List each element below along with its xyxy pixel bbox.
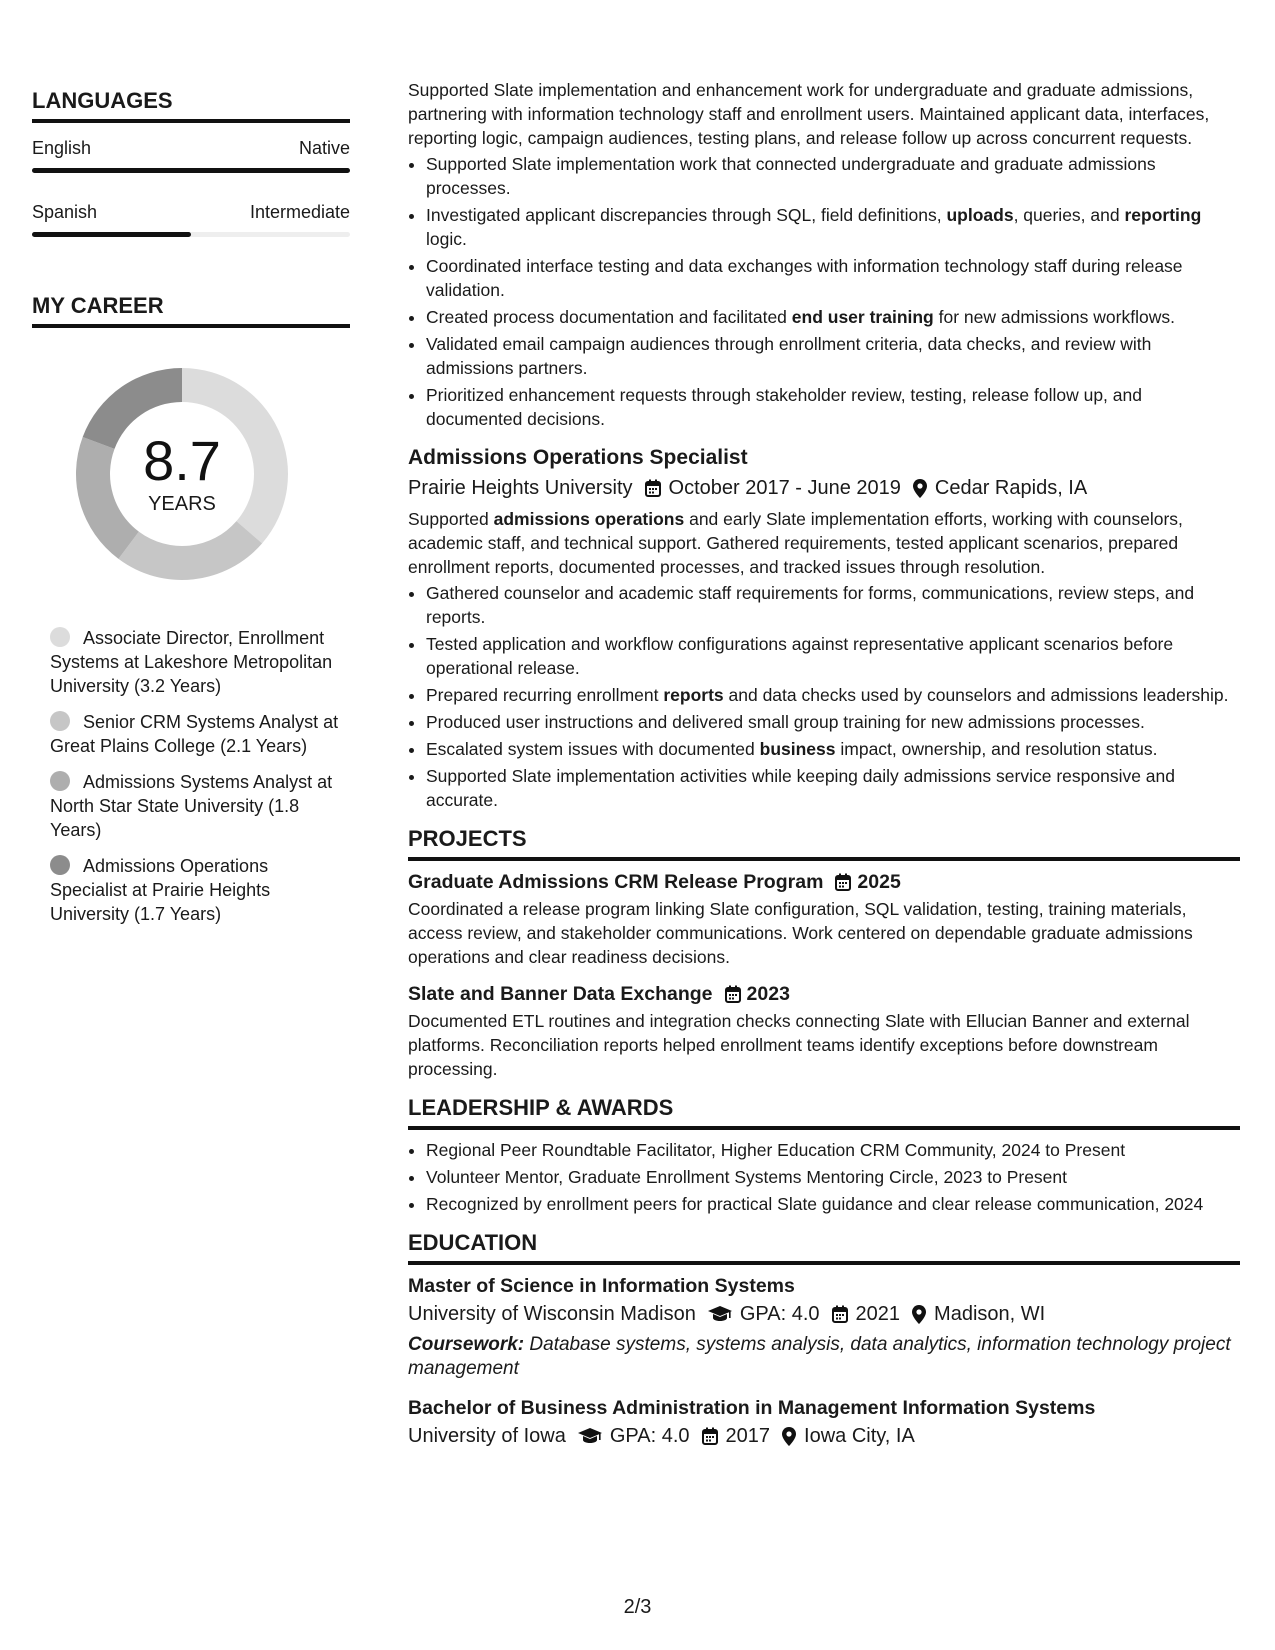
language-proficiency-bar xyxy=(32,168,350,173)
job-summary xyxy=(408,507,1240,579)
bullet-item xyxy=(426,737,1240,761)
career-legend-label: Admissions Systems Analyst at North Star State University (1.8 Years) xyxy=(50,772,333,840)
bullet-text: and data checks used by counselors and admissions leadership. xyxy=(723,685,1229,705)
education-meta xyxy=(408,1301,1240,1327)
language-item xyxy=(32,201,350,237)
bullet-item xyxy=(426,710,1240,734)
project-item xyxy=(408,869,1240,969)
legend-dot xyxy=(50,855,70,875)
bullet-text: Prioritized enhancement requests through stakeholder review, testing, release follow up, and documented decisions. xyxy=(426,385,1142,429)
map-pin-icon xyxy=(913,479,927,498)
bullet-item xyxy=(426,581,1240,629)
career-legend-item xyxy=(50,626,340,698)
project-year: 2023 xyxy=(746,983,790,1005)
bullet-item xyxy=(426,152,1240,200)
map-pin-icon xyxy=(782,1427,796,1446)
job-dates: October 2017 - June 2019 xyxy=(668,477,901,499)
school-location: Iowa City, IA xyxy=(804,1425,915,1447)
leadership-item: • Recognized by enrollment peers for practical Slate guidance and clear release communication, 2024 xyxy=(426,1192,1240,1216)
bullet-text: Supported Slate implementation work that connected undergraduate and graduate admissions processes. xyxy=(426,154,1156,198)
language-name: English xyxy=(32,138,92,158)
legend-dot xyxy=(50,771,70,791)
language-level: Native xyxy=(298,138,350,158)
bullet-emphasis: reporting xyxy=(1124,205,1202,225)
career-legend-label: Admissions Operations Specialist at Prairie Heights University (1.7 Years) xyxy=(50,856,271,924)
bullet-item xyxy=(426,383,1240,431)
degree-title: Master of Science in Information Systems xyxy=(408,1275,795,1297)
job-title: Admissions Operations Specialist xyxy=(408,446,748,469)
bullet-item xyxy=(426,332,1240,380)
bullet-emphasis: uploads xyxy=(946,205,1014,225)
education-heading: EDUCATION xyxy=(408,1230,1240,1265)
education-item xyxy=(408,1395,1240,1449)
coursework xyxy=(408,1333,1240,1381)
language-name: Spanish xyxy=(32,202,98,222)
career-donut xyxy=(66,358,298,590)
bullet-text: Investigated applicant discrepancies through SQL, field definitions, xyxy=(426,205,947,225)
school-name: University of Iowa xyxy=(408,1425,566,1447)
career-heading: MY CAREER xyxy=(32,293,350,328)
language-level: Intermediate xyxy=(249,202,350,222)
degree-title: Bachelor of Business Administration in Management Information Systems xyxy=(408,1397,1096,1419)
career-legend-item xyxy=(50,710,340,758)
bullet-text: Coordinated interface testing and data exchanges with information technology staff during release validation. xyxy=(426,256,1183,300)
languages-heading: LANGUAGES xyxy=(32,88,350,123)
language-proficiency-fill xyxy=(32,232,191,237)
bullet-text: Prepared recurring enrollment xyxy=(426,685,664,705)
project-year: 2025 xyxy=(857,871,901,893)
career-legend-item xyxy=(50,770,340,842)
school-name: University of Wisconsin Madison xyxy=(408,1303,696,1325)
calendar-icon xyxy=(725,985,741,1003)
career-total-unit: YEARS xyxy=(148,493,216,515)
bullet-item xyxy=(426,764,1240,812)
coursework-text: Database systems, systems analysis, data analytics, information technology project management xyxy=(408,1334,1231,1379)
bullet-text: logic. xyxy=(426,229,467,249)
bullet-item xyxy=(426,254,1240,302)
bullet-text: Supported Slate implementation activities while keeping daily admissions service responsive and accurate. xyxy=(426,766,1176,810)
summary-text: and early Slate implementation efforts, working with counselors, academic staff, and technical support. Gathered requirements, tested applicant scenarios, prepared enrollment reports, documented processes, and tracked issues through resolution. xyxy=(408,509,1183,577)
career-legend-item xyxy=(50,854,340,926)
bullet-emphasis: business xyxy=(759,739,836,759)
bullet-text: Tested application and workflow configurations against representative applicant scenarios before operational release. xyxy=(426,634,1174,678)
main-content xyxy=(408,78,1240,1455)
school-location: Madison, WI xyxy=(934,1303,1046,1325)
education-item xyxy=(408,1273,1240,1381)
education-meta xyxy=(408,1423,1240,1449)
career-legend xyxy=(32,626,350,926)
project-item xyxy=(408,981,1240,1081)
bullet-item xyxy=(426,305,1240,329)
job-summary: Supported Slate implementation and enhancement work for undergraduate and graduate admissions, partnering with information technology staff and enrollment users. Maintained applicant data, interfaces, reporting logic, campaign audiences, testing plans, and release follow up across concurrent requests. xyxy=(408,80,1210,148)
calendar-icon xyxy=(645,479,661,497)
job-employer: Prairie Heights University xyxy=(408,477,633,499)
leadership-item: • Volunteer Mentor, Graduate Enrollment Systems Mentoring Circle, 2023 to Present xyxy=(426,1165,1240,1189)
gpa: GPA: 4.0 xyxy=(609,1425,690,1447)
career-legend-label: Associate Director, Enrollment Systems at Lakeshore Metropolitan University (3.2 Years) xyxy=(50,628,333,696)
bullet-text: impact, ownership, and resolution status. xyxy=(835,739,1158,759)
leadership-heading: LEADERSHIP & AWARDS xyxy=(408,1095,1240,1130)
job-bullets xyxy=(408,581,1240,812)
leadership-list xyxy=(408,1138,1240,1216)
bullet-text: , queries, and xyxy=(1013,205,1125,225)
projects-heading: PROJECTS xyxy=(408,826,1240,861)
bullet-text: Produced user instructions and delivered small group training for new admissions processes. xyxy=(426,712,1145,732)
summary-emphasis: admissions operations xyxy=(493,509,685,529)
calendar-icon xyxy=(835,873,851,891)
language-proficiency-fill xyxy=(32,168,350,173)
project-title: Slate and Banner Data Exchange xyxy=(408,983,713,1005)
coursework-label: Coursework: xyxy=(408,1334,525,1355)
sidebar xyxy=(32,88,350,938)
graduation-cap-icon xyxy=(578,1428,602,1444)
legend-dot xyxy=(50,711,70,731)
calendar-icon xyxy=(702,1427,718,1445)
summary-text: Supported xyxy=(408,509,494,529)
page-number: 2/3 xyxy=(623,1596,652,1618)
calendar-icon xyxy=(832,1305,848,1323)
bullet-item xyxy=(426,632,1240,680)
bullet-text: Created process documentation and facilitated xyxy=(426,307,792,327)
job-meta xyxy=(408,475,1240,501)
project-title: Graduate Admissions CRM Release Program xyxy=(408,871,824,893)
bullet-text: Gathered counselor and academic staff requirements for forms, communications, review steps, and reports. xyxy=(426,583,1195,627)
job-bullets xyxy=(408,152,1240,431)
legend-dot xyxy=(50,627,70,647)
bullet-emphasis: end user training xyxy=(791,307,934,327)
graduation-cap-icon xyxy=(708,1306,732,1322)
language-item xyxy=(32,137,350,173)
bullet-text: for new admissions workflows. xyxy=(933,307,1175,327)
language-proficiency-bar xyxy=(32,232,350,237)
bullet-item xyxy=(426,203,1240,251)
project-description: Documented ETL routines and integration checks connecting Slate with Ellucian Banner and external platforms. Reconciliation reports helped enrollment teams identify exceptions before downstream processing. xyxy=(408,1011,1190,1079)
career-total-years: 8.7 xyxy=(143,429,221,492)
bullet-text: Escalated system issues with documented xyxy=(426,739,760,759)
career-section xyxy=(32,293,350,926)
career-legend-label: Senior CRM Systems Analyst at Great Plains College (2.1 Years) xyxy=(50,712,339,756)
project-description: Coordinated a release program linking Slate configuration, SQL validation, testing, training materials, access review, and stakeholder communications. Work centered on dependable graduate admissions operations and clear readiness decisions. xyxy=(408,899,1193,967)
bullet-text: Validated email campaign audiences through enrollment criteria, data checks, and review with admissions partners. xyxy=(426,334,1152,378)
gpa: GPA: 4.0 xyxy=(739,1303,820,1325)
bullet-emphasis: reports xyxy=(663,685,724,705)
leadership-item: • Regional Peer Roundtable Facilitator, Higher Education CRM Community, 2024 to Present xyxy=(426,1138,1240,1162)
map-pin-icon xyxy=(912,1305,926,1324)
bullet-item xyxy=(426,683,1240,707)
job-location: Cedar Rapids, IA xyxy=(934,477,1088,499)
graduation-year: 2017 xyxy=(725,1425,771,1447)
graduation-year: 2021 xyxy=(855,1303,901,1325)
